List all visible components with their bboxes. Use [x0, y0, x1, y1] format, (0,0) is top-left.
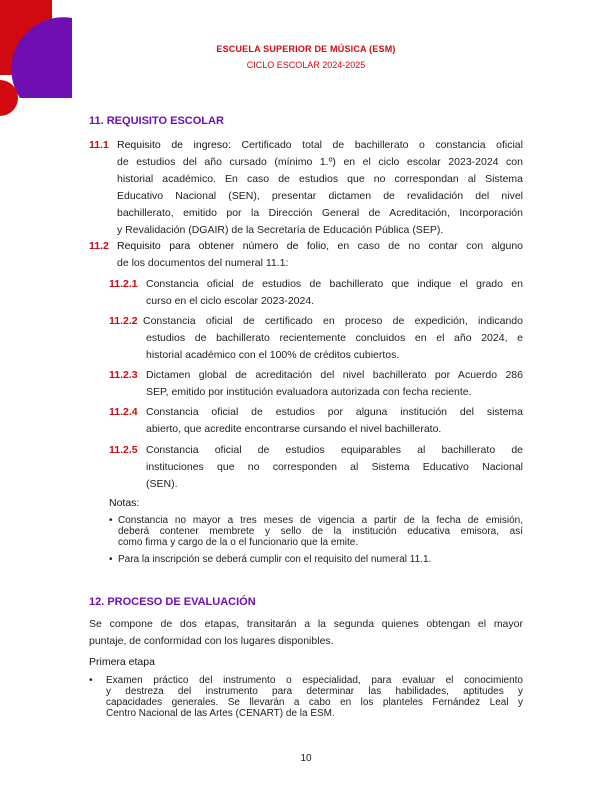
item-11-2-line: , en caso de no contar con alguno: [326, 240, 524, 252]
section-11-title: 11. REQUISITO ESCOLAR: [89, 115, 224, 127]
note-line: como firma y cargo de la o el funcionario que la emite.: [118, 537, 359, 548]
subitem-line: Constancia oficial de estudios equiparables al bachillerato de: [146, 444, 523, 456]
item-11-1-line: historial académico. En caso de estudios que no correspondan al Sistema: [117, 173, 523, 185]
item-11-2-4-text: [146, 404, 523, 438]
item-11-2-3-number: 11.2.3: [109, 369, 138, 381]
page-number: 10: [300, 753, 312, 764]
intro-line: Se compone de dos etapas, transitarán a la segunda quienes obtengan el mayor: [89, 618, 523, 630]
item-11-2-line: de los documentos del numeral 11.1:: [117, 257, 289, 269]
item-11-1-line: y Revalidación (DGAIR) de la Secretaría de Educación Pública (SEP).: [117, 224, 444, 236]
note-bullet: •: [109, 515, 113, 526]
subitem-line: Constancia oficial de estudios por alguna institución del sistema: [146, 406, 523, 418]
section-12-title: 12. PROCESO DE EVALUACIÓN: [89, 596, 256, 608]
item-11-2-number: 11.2: [89, 240, 109, 252]
item-11-2-2-text: [143, 313, 523, 364]
stage-item-text: [106, 675, 523, 719]
notes-title: Notas:: [109, 497, 140, 509]
stage-bullet: •: [89, 675, 93, 686]
stage-line: Examen práctico del instrumento o especialidad, para evaluar el conocimiento: [106, 675, 523, 686]
item-11-1-text: [117, 137, 523, 239]
item-11-2-text: [117, 238, 523, 272]
note-2-text: [118, 554, 523, 565]
item-11-1-line: Educativo Nacional (SEN), presentar dictamen de revalidación del nivel: [117, 190, 523, 202]
item-11-1-number: 11.1: [89, 139, 109, 151]
item-11-2-3-text: [146, 367, 523, 401]
item-11-2-1-number: 11.2.1: [109, 278, 138, 290]
note-line: Para la inscripción se deberá cumplir con el requisito del numeral 11.1.: [118, 554, 432, 565]
subitem-line: curso en el ciclo escolar 2023-2024.: [146, 295, 315, 307]
item-11-2-label: Requisito para obtener número de folio: [117, 240, 327, 252]
subitem-line: instituciones que no corresponden al Sistema Educativo Nacional: [146, 461, 523, 473]
header-school: ESCUELA SUPERIOR DE MÚSICA (ESM): [216, 44, 396, 54]
subitem-line: (SEN).: [146, 478, 178, 490]
stage-title: Primera etapa: [89, 656, 155, 668]
subitem-line: Dictamen global de acreditación del nivel bachillerato por Acuerdo 286: [146, 369, 523, 381]
stage-line: Centro Nacional de las Artes (CENART) de la ESM.: [106, 708, 335, 719]
subitem-line: estudios de bachillerato recientemente concluidos en el año 2024, e: [146, 332, 523, 344]
item-11-2-1-text: [146, 276, 523, 310]
subitem-line: abierto, que acredite encontrarse cursando el nivel bachillerato.: [146, 423, 442, 435]
subitem-line: SEP, emitido por institución evaluadora autorizada con fecha reciente.: [146, 386, 472, 398]
intro-line: puntaje, de conformidad con los lugares disponibles.: [89, 635, 334, 647]
item-11-2-2-number: 11.2.2: [109, 315, 138, 327]
header-cycle: CICLO ESCOLAR 2024-2025: [246, 60, 366, 70]
item-11-1-line: bachillerato, emitido por la Dirección General de Acreditación, Incorporación: [117, 207, 523, 219]
item-11-2-5-text: [146, 442, 523, 493]
item-11-2-5-number: 11.2.5: [109, 444, 138, 456]
note-1-text: [118, 515, 523, 548]
item-11-1-label: Requisito de ingreso:: [117, 139, 231, 151]
item-11-2-4-number: 11.2.4: [109, 406, 138, 418]
section-12-intro: [89, 616, 523, 650]
note-bullet: •: [109, 554, 113, 565]
note-line: deberá contener membrete y sello de la institución educativa emisora, así: [118, 526, 523, 537]
subitem-line: Constancia oficial de certificado en proceso de expedición, indicando: [143, 315, 523, 327]
subitem-line: historial académico con el 100% de créditos cubiertos.: [146, 349, 400, 361]
subitem-line: Constancia oficial de estudios de bachillerato que indique el grado en: [146, 278, 523, 290]
note-line: Constancia no mayor a tres meses de vigencia a partir de la fecha de emisión,: [118, 515, 523, 526]
stage-line: capacidades generales. Se llevarán a cabo en los planteles Fernández Leal y: [106, 697, 523, 708]
stage-line: y destreza del instrumento para determinar las habilidades, aptitudes y: [106, 686, 523, 697]
item-11-1-line: de estudios del año cursado (mínimo 1.º) en el ciclo escolar 2023-2024 con: [117, 156, 523, 168]
item-11-1-line: Certificado total de bachillerato o constancia oficial: [241, 139, 523, 151]
